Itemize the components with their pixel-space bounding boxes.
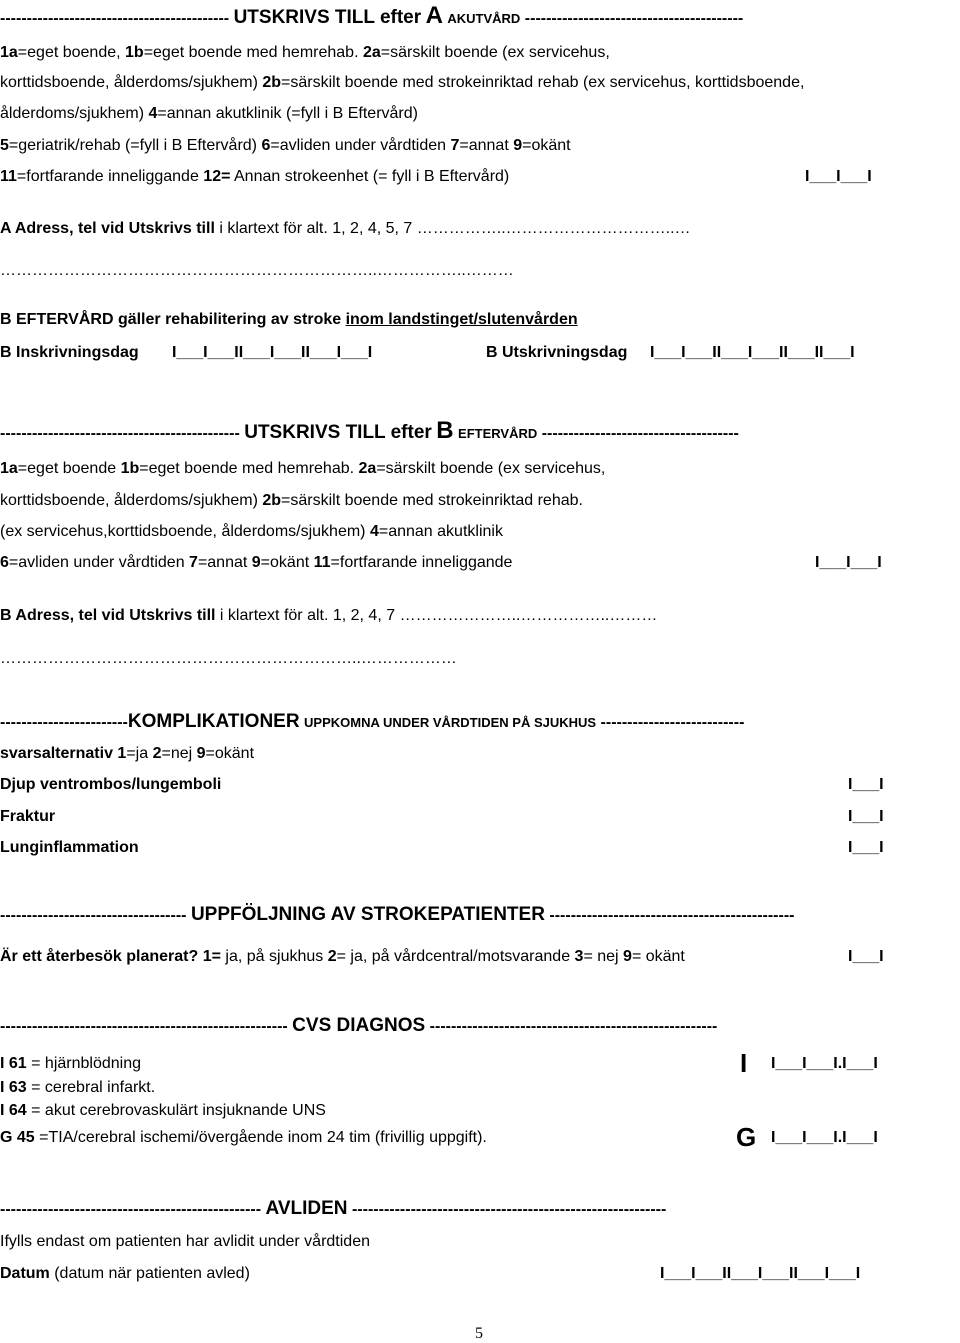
utskrivningsdag-label: B Utskrivningsdag [486, 344, 628, 361]
sec-b-address-dots[interactable]: …………………………………………………………..……………… [0, 650, 457, 667]
cvs-i-letter: I [740, 1048, 748, 1078]
text-run: =annat [459, 137, 514, 154]
sec-a-line-2 [0, 75, 804, 91]
text-run: 1a [0, 460, 18, 477]
text-run: A Adress, tel vid Utskrivs till [0, 220, 215, 237]
eftervard-heading [0, 312, 578, 328]
sec-b-line-2 [0, 493, 583, 509]
text-run: =okänt [522, 137, 571, 154]
cvs-line-i64 [0, 1103, 326, 1119]
text-run: 9 [623, 948, 632, 965]
text-run: = akut cerebrovaskulärt insjuknande UNS [26, 1102, 326, 1119]
aterbesok-question [0, 949, 685, 965]
uppfoljning-header: ----------------------------------- UPPFÖLJNING AV STROKEPATIENTER ---------------------------------------------- [0, 904, 795, 925]
text-run: =TIA/cerebral ischemi/övergående inom 24 tim (frivillig uppgift). [34, 1129, 487, 1146]
text-run: 11 [313, 554, 331, 571]
text-run: =geriatrik/rehab (=fyll i B Eftervård) [8, 137, 262, 154]
text-run: 6 [0, 554, 9, 571]
komplikationer-header: ------------------------KOMPLIKATIONER UPPKOMNA UNDER VÅRDTIDEN PÅ SJUKHUS --------------------------- [0, 711, 745, 732]
text-run: 2b [262, 492, 282, 509]
text-run: =okänt [205, 745, 255, 762]
text-run: =okänt [260, 554, 314, 571]
section-b-header: --------------------------------------------- UTSKRIVS TILL efter B EFTERVÅRD ------------------------------------- [0, 417, 739, 444]
avliden-note: Ifylls endast om patienten har avlidit under vårdtiden [0, 1233, 370, 1250]
cvs-line-i61 [0, 1056, 141, 1072]
text-run: =eget boende [17, 460, 121, 477]
text-run: =särskilt boende med strokeinriktad rehab. [281, 492, 583, 509]
text-run: korttidsboende, ålderdoms/sjukhem) [0, 74, 263, 91]
cvs-line-g45 [0, 1130, 487, 1146]
text-run: 6 [261, 137, 271, 154]
text-run: =ja [126, 745, 153, 762]
section-a-header: ------------------------------------------- UTSKRIVS TILL efter A AKUTVÅRD ----------------------------------------- [0, 2, 744, 29]
datum-field[interactable]: I___I___II___I___II___I___I [660, 1265, 861, 1282]
text-run: = okänt [631, 948, 685, 965]
text-run: =eget boende med hemrehab. [139, 460, 359, 477]
text-run: =fortfarande inneliggande [16, 168, 204, 185]
text-run: 9 [251, 554, 261, 571]
text-run: = cerebral infarkt. [26, 1079, 156, 1096]
cvs-g-code-field[interactable]: I___I___I.I___I [771, 1129, 878, 1146]
text-run: =annan akutklinik [378, 523, 503, 540]
text-run: korttidsboende, ålderdoms/sjukhem) [0, 492, 263, 509]
sec-a-address-dots[interactable]: ……………………………………………………………..……………..……… [0, 262, 514, 279]
cvs-line-i63 [0, 1080, 155, 1096]
sec-b-line-3 [0, 524, 503, 540]
svarsalternativ-line [0, 746, 254, 762]
text-run: ålderdoms/sjukhem) [0, 105, 149, 122]
text-run: B Adress, tel vid Utskrivs till [0, 607, 216, 624]
text-run: (ex servicehus,korttidsboende, ålderdoms/sjukhem) [0, 523, 370, 540]
text-run: =särskilt boende (ex servicehus, [380, 44, 610, 61]
text-run: =avliden under vårdtiden [270, 137, 451, 154]
text-run: 9 [196, 745, 206, 762]
text-run: 2b [262, 74, 282, 91]
kompl-field-dvt[interactable]: I___I [848, 776, 884, 793]
text-run: 1b [125, 44, 144, 61]
text-run: svarsalternativ [0, 745, 113, 762]
sec-b-line-1 [0, 461, 605, 477]
text-run: =annan akutklinik (=fyll i B Eftervård) [157, 105, 418, 122]
text-run: 12= [203, 168, 231, 185]
utskrivningsdag-field[interactable]: I___I___II___I___II___II___I [650, 344, 855, 361]
text-run: 2a [358, 460, 377, 477]
sec-a-line-1 [0, 45, 610, 61]
inskrivningsdag-field[interactable]: I___I___II___I___II___I___I [172, 344, 373, 361]
text-run: 1 [117, 745, 127, 762]
text-run: =särskilt boende med strokeinriktad rehab (ex servicehus, korttidsboende, [281, 74, 805, 91]
text-run: 2 [327, 948, 337, 965]
text-run: I 63 [0, 1079, 27, 1096]
text-run: 1b [120, 460, 140, 477]
text-run: 7 [450, 137, 460, 154]
text-run: 1a [0, 44, 18, 61]
sec-a-line-5 [0, 169, 509, 185]
cvs-diagnos-header: ------------------------------------------------------ CVS DIAGNOS ------------------------------------------------------ [0, 1015, 718, 1036]
sec-a-code-field[interactable]: I___I___I [805, 168, 872, 185]
text-run: i klartext för alt. 1, 2, 4, 7 …………………..……………..……… [215, 607, 658, 624]
text-run: = ja, på vårdcentral/motsvarande [336, 948, 575, 965]
text-run: 2a [362, 44, 381, 61]
text-run: 9 [513, 137, 523, 154]
text-run: =särskilt boende (ex servicehus, [376, 460, 606, 477]
text-run: 7 [189, 554, 198, 571]
text-run: 5 [0, 137, 9, 154]
text-run: =nej [161, 745, 197, 762]
sec-b-address-line [0, 608, 657, 624]
sec-a-line-4 [0, 138, 571, 154]
kompl-label-lunginflammation: Lunginflammation [0, 839, 139, 856]
kompl-label-dvt: Djup ventrombos/lungemboli [0, 776, 222, 793]
text-run: 1= [202, 948, 221, 965]
kompl-field-fraktur[interactable]: I___I [848, 808, 884, 825]
text-run: 4 [369, 523, 379, 540]
text-run: Datum [0, 1265, 50, 1282]
datum-label [0, 1266, 250, 1282]
text-run: G 45 [0, 1129, 35, 1146]
text-run: inom landstinget/slutenvården [345, 311, 578, 328]
cvs-g-letter: G [736, 1122, 757, 1152]
aterbesok-field[interactable]: I___I [848, 948, 884, 965]
text-run: 3 [574, 948, 584, 965]
kompl-label-fraktur: Fraktur [0, 808, 56, 825]
text-run: (datum när patienten avled) [49, 1265, 250, 1282]
sec-a-line-3 [0, 106, 418, 122]
text-run: B EFTERVÅRD gäller rehabilitering av stroke [0, 311, 346, 328]
text-run: ja, på sjukhus [220, 948, 328, 965]
avliden-header: ------------------------------------------------- AVLIDEN ----------------------------------------------------------- [0, 1198, 667, 1219]
text-run: =eget boende med hemrehab. [143, 44, 363, 61]
text-run: Är ett återbesök planerat? [0, 948, 199, 965]
text-run: = nej [583, 948, 624, 965]
inskrivningsdag-label: B Inskrivningsdag [0, 344, 139, 361]
text-run: 2 [152, 745, 162, 762]
text-run: 4 [148, 105, 158, 122]
text-run: =eget boende, [17, 44, 126, 61]
cvs-i-code-field[interactable]: I___I___I.I___I [771, 1055, 878, 1072]
text-run: =fortfarande inneliggande [330, 554, 513, 571]
sec-a-address-line [0, 221, 691, 237]
text-run: = hjärnblödning [26, 1055, 141, 1072]
text-run: I 64 [0, 1102, 27, 1119]
text-run: =avliden under vårdtiden [8, 554, 190, 571]
sec-b-line-4 [0, 555, 512, 571]
text-run: 11 [0, 168, 17, 185]
sec-b-code-field[interactable]: I___I___I [815, 554, 882, 571]
text-run: i klartext för alt. 1, 2, 4, 5, 7 ……………..…………………………..… [214, 220, 691, 237]
kompl-field-lunginflammation[interactable]: I___I [848, 839, 884, 856]
text-run: Annan strokeenhet (= fyll i B Eftervård) [230, 168, 510, 185]
page-number: 5 [475, 1325, 483, 1342]
text-run: =annat [197, 554, 252, 571]
text-run: I 61 [0, 1055, 27, 1072]
